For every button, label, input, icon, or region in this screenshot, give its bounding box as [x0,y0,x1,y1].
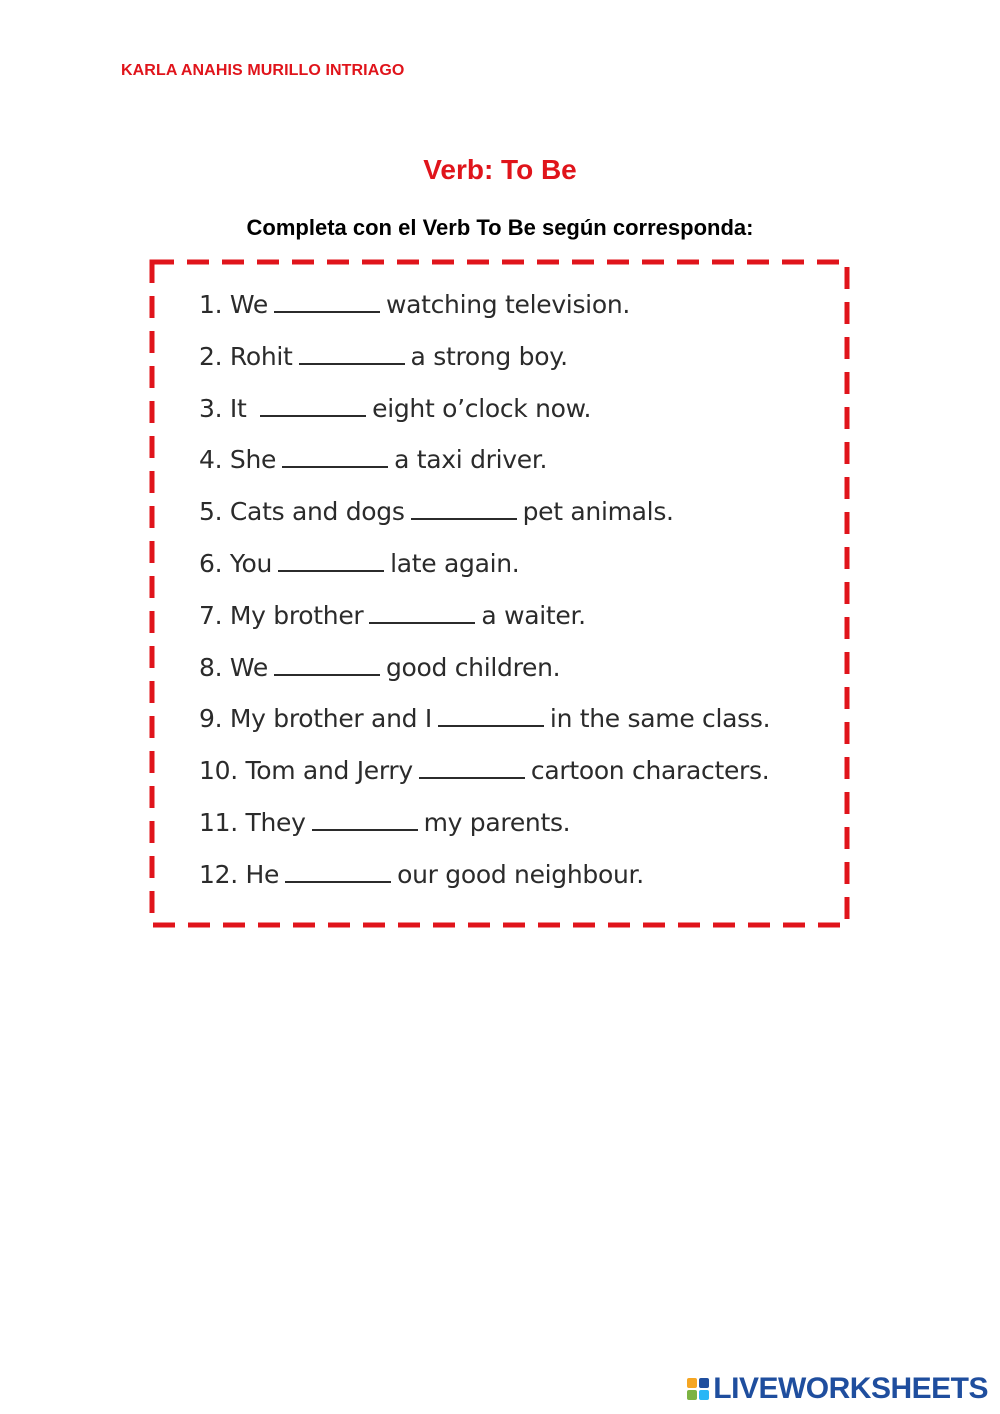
liveworksheets-logo-icon [687,1378,709,1400]
list-item [199,646,770,698]
list-item [199,853,770,905]
item-text-after: my parents. [423,807,571,837]
answer-blank[interactable] [369,594,475,624]
item-text-before: 5. Cats and dogs [199,497,405,527]
item-text-before: 12. He [199,859,280,889]
item-text-before: 4. She [199,445,277,475]
answer-blank[interactable] [419,749,525,779]
answer-blank[interactable] [411,490,517,520]
answer-blank[interactable] [299,335,405,365]
answer-blank[interactable] [260,387,366,417]
list-item [199,387,770,439]
list-item [199,594,770,646]
author-name: KARLA ANAHIS MURILLO INTRIAGO [121,62,405,79]
item-text-after: in the same class. [549,704,771,734]
answer-blank[interactable] [278,542,384,572]
liveworksheets-logo[interactable] [687,1372,988,1406]
list-item [199,490,770,542]
item-text-before: 8. We [199,652,268,682]
answer-blank[interactable] [312,801,418,831]
answer-blank[interactable] [438,697,544,727]
item-text-before: 6. You [199,548,273,578]
item-text-after: our good neighbour. [397,859,644,889]
answer-blank[interactable] [282,438,388,468]
item-text-before: 2. Rohit [199,341,293,371]
brand-name: LIVEWORKSHEETS [713,1372,988,1405]
list-item [199,335,770,387]
item-text-after: late again. [390,548,520,578]
list-item [199,749,770,801]
item-text-before: 9. My brother and I [199,704,432,734]
list-item [199,283,770,335]
item-text-after: watching television. [385,290,631,319]
page-title: Verb: To Be [423,154,577,185]
answer-blank[interactable] [274,646,380,676]
item-text-before: 7. My brother [199,600,364,630]
item-text-before: 11. They [199,807,306,837]
item-text-before: 3. It [199,393,255,423]
item-text-after: cartoon characters. [530,756,770,786]
list-item [199,542,770,594]
item-text-after: a strong boy. [410,341,568,371]
list-item [199,438,770,490]
item-text-after: pet animals. [522,497,674,527]
item-text-before: 10. Tom and Jerry [199,756,413,786]
answer-blank[interactable] [285,853,391,883]
item-text-after: eight o’clock now. [372,393,592,423]
instruction-text: Completa con el Verb To Be según corresponda: [246,215,754,240]
item-text-after: good children. [385,652,561,682]
exercise-list [199,283,770,905]
item-text-after: a waiter. [481,600,586,630]
item-text-after: a taxi driver. [394,445,548,475]
answer-blank[interactable] [274,283,380,313]
list-item [199,697,770,749]
item-text-before: 1. We [199,290,268,319]
list-item [199,801,770,853]
